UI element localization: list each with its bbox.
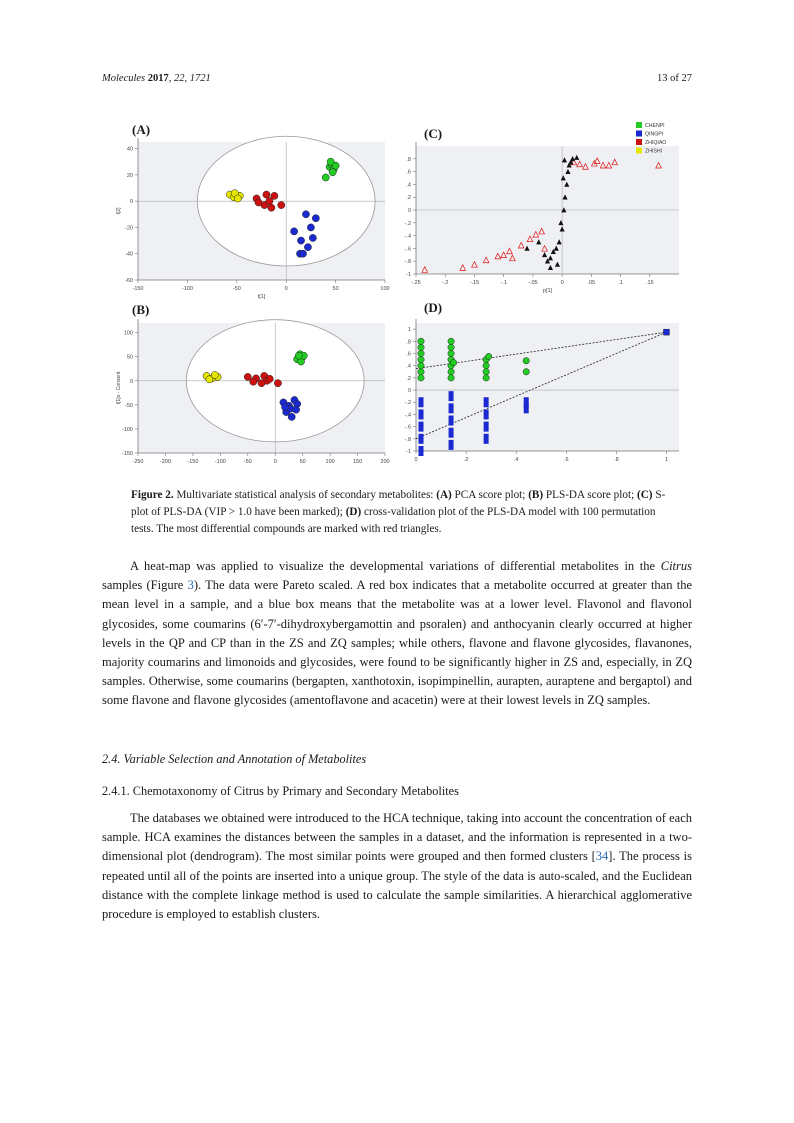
panel-label-a: (A)	[132, 122, 151, 137]
data-point	[419, 446, 424, 456]
x-tick-label: .05	[587, 280, 596, 286]
data-point	[309, 234, 316, 241]
x-tick-label: 150	[352, 459, 363, 465]
y-tick-label: -60	[125, 278, 133, 284]
data-point	[523, 358, 529, 364]
x-tick-label: 0	[273, 459, 277, 465]
x-tick-label: -.15	[469, 280, 480, 286]
data-point	[288, 413, 295, 420]
legend-swatch	[636, 131, 642, 137]
y-tick-label: 100	[123, 330, 133, 337]
subsection-heading: 2.4.1. Chemotaxonomy of Citrus by Primary and Secondary Metabolites	[102, 784, 459, 798]
data-point	[312, 215, 319, 222]
y-tick-label: .2	[406, 375, 411, 382]
data-point	[419, 434, 424, 444]
section-heading: 2.4. Variable Selection and Annotation of Metabolites	[102, 752, 367, 766]
data-point	[484, 409, 489, 419]
data-point	[448, 338, 454, 344]
x-tick-label: 1	[664, 457, 669, 463]
data-point	[419, 397, 424, 407]
data-point	[418, 350, 424, 356]
data-point	[483, 362, 489, 368]
panel-b-plsda-plot	[116, 319, 390, 465]
y-tick-label: -100	[121, 426, 133, 433]
x-tick-label: -.1	[500, 280, 507, 286]
journal-name: Molecules	[102, 73, 146, 84]
data-point	[449, 428, 454, 438]
data-point	[299, 250, 306, 257]
x-tick-label: -50	[243, 459, 252, 465]
data-point	[255, 199, 262, 206]
data-point	[484, 434, 489, 444]
y-tick-label: -.4	[404, 412, 411, 419]
y-tick-label: .6	[406, 351, 411, 358]
y-tick-label: 1	[407, 327, 411, 334]
data-point	[211, 371, 218, 378]
x-tick-label: -100	[181, 286, 193, 292]
data-point	[448, 344, 454, 350]
data-point	[448, 350, 454, 356]
x-tick-label: -.25	[411, 280, 421, 286]
panel-a-pca-plot	[116, 136, 390, 300]
y-tick-label: .6	[406, 169, 411, 176]
data-point	[450, 359, 456, 365]
caption-lead: Figure 2.	[131, 489, 174, 501]
x-axis-label: p[1]	[542, 288, 553, 294]
data-point	[278, 201, 285, 208]
data-point	[250, 378, 257, 385]
data-point	[322, 174, 329, 181]
figure-caption: Figure 2. Multivariate statistical analysis of secondary metabolites: (A) PCA score plot; (B) PLS-DA score plot; (C) S-plot of PLS-DA (VIP > 1.0 have been marked); (D) cross-validation plot of the PLS-DA model with 100 permutation tests. The most differential compounds are marked with red triangles.	[131, 489, 666, 535]
y-tick-label: -.2	[404, 220, 411, 227]
x-tick-label: 0	[560, 280, 564, 286]
y-tick-label: -150	[121, 451, 133, 457]
x-tick-label: .2	[463, 457, 469, 463]
x-tick-label: 100	[325, 459, 335, 465]
x-tick-label: -.05	[528, 280, 538, 286]
data-point	[304, 244, 311, 251]
data-point	[274, 380, 281, 387]
data-point	[449, 391, 454, 401]
data-point	[327, 158, 334, 165]
panel-label-d: (D)	[424, 300, 443, 315]
y-axis-label: t[2]	[116, 207, 122, 215]
data-point	[266, 375, 273, 382]
data-point	[418, 338, 424, 344]
data-point	[524, 403, 529, 413]
x-tick-label: 200	[380, 459, 390, 465]
data-point	[268, 204, 275, 211]
y-axis-label: t[1]o - Consent	[116, 371, 122, 405]
y-tick-label: .8	[406, 156, 411, 163]
y-tick-label: 20	[126, 172, 133, 179]
legend-swatch	[636, 139, 642, 145]
y-tick-label: -1	[406, 272, 411, 278]
paragraph-heatmap: A heat-map was applied to visualize the developmental variations of differential metabolites in the Citrus samples (Figure 3). The data were Pareto scaled. A red box indicates that a metabolite occurred at greater than the mean level in a sample, and a blue box means that the metabolite was at a lower level. Flavonol and flavonol glycosides, some coumarins (6′-7′-dihydroxybergamottin and psoralen) and anthocyanin clearly occurred at higher levels in the QP and CP than in the ZS and ZQ samples; while others, flavone and flavone glycosides, flavanones, majority coumarins and limonoids and glycosides, were found to be significantly higher in ZS and, especially, in ZQ samples. Otherwise, some coumarins (bergapten, xanthotoxin, isopimpinellin, aurapten, auraptene and bergaptol) and some flavone and flavone glycosides (amentoflavone and acacetin) were at their lowest levels in ZQ samples.	[102, 559, 693, 708]
x-tick-label: -150	[132, 286, 144, 292]
y-tick-label: .2	[406, 195, 411, 202]
data-point	[484, 397, 489, 407]
x-tick-label: 50	[299, 459, 306, 465]
x-axis-label: t[1]	[257, 294, 266, 300]
data-point	[523, 369, 529, 375]
panel-c-s-plot	[405, 142, 679, 294]
y-tick-label: 0	[407, 388, 411, 395]
x-tick-label: -150	[187, 459, 199, 465]
data-point	[263, 191, 270, 198]
x-tick-label: .1	[618, 280, 623, 286]
y-tick-label: .8	[406, 339, 411, 346]
legend-label: QINGPI	[645, 131, 664, 138]
journal-year: 2017	[147, 73, 169, 84]
volume-issue: , 22, 1721	[168, 73, 211, 84]
data-point	[234, 195, 241, 202]
x-tick-label: 0	[284, 286, 288, 292]
data-point	[449, 416, 454, 426]
y-tick-label: -.6	[404, 424, 411, 431]
y-tick-label: -20	[125, 225, 133, 232]
x-tick-label: 100	[380, 286, 390, 292]
figure-2	[0, 0, 794, 480]
y-tick-label: 40	[126, 146, 133, 153]
y-tick-label: 0	[129, 199, 133, 206]
legend-label: ZHISHI	[645, 148, 663, 155]
x-tick-label: .8	[614, 457, 619, 463]
data-point	[449, 440, 454, 450]
data-point	[258, 380, 265, 387]
data-point	[448, 375, 454, 381]
data-point	[418, 362, 424, 368]
reference-link[interactable]: 34	[595, 849, 609, 864]
x-tick-label: 50	[332, 286, 339, 292]
x-tick-label: -50	[232, 286, 241, 292]
page-number: 13 of 27	[657, 73, 692, 84]
data-point	[282, 404, 289, 411]
data-point	[418, 344, 424, 350]
y-tick-label: 0	[407, 208, 411, 214]
x-tick-label: .4	[513, 457, 519, 463]
data-point	[663, 329, 669, 335]
y-tick-label: -.6	[404, 246, 411, 253]
data-point	[484, 422, 489, 432]
y-tick-label: -50	[125, 402, 133, 409]
data-point	[329, 169, 336, 176]
data-point	[483, 375, 489, 381]
panel-label-c: (C)	[424, 126, 443, 141]
data-point	[448, 369, 454, 375]
data-point	[483, 369, 489, 375]
data-point	[418, 356, 424, 362]
y-tick-label: -.2	[404, 400, 411, 407]
legend-swatch	[636, 148, 642, 154]
legend-label: CHENPI	[645, 123, 665, 130]
figure-legend	[636, 122, 666, 155]
x-tick-label: .6	[563, 457, 569, 463]
figure-link[interactable]: 3	[187, 578, 194, 593]
x-tick-label: -200	[159, 459, 171, 465]
y-tick-label: -.8	[404, 259, 411, 266]
legend-swatch	[636, 122, 642, 128]
y-tick-label: .4	[406, 182, 411, 189]
panel-d-permutation-plot	[405, 319, 679, 463]
data-point	[266, 198, 273, 205]
data-point	[449, 403, 454, 413]
panel-label-b: (B)	[132, 302, 150, 317]
y-tick-label: 0	[129, 378, 133, 385]
data-point	[302, 211, 309, 218]
x-tick-label: -100	[214, 459, 226, 465]
data-point	[295, 352, 302, 359]
data-point	[292, 406, 299, 413]
data-point	[419, 409, 424, 419]
plot-area	[416, 323, 679, 451]
y-tick-label: -1	[406, 449, 411, 455]
data-point	[291, 228, 298, 235]
data-point	[485, 353, 491, 359]
y-tick-label: 50	[126, 354, 133, 361]
x-tick-label: -.2	[442, 280, 449, 286]
data-point	[307, 224, 314, 231]
x-tick-label: -250	[132, 459, 144, 465]
paragraph-hca: The databases we obtained were introduced to the HCA technique, taking into account the concentration of each sample. HCA examines the distances between the samples in a dataset, and the information is represented in a two-dimensional plot (dendrogram). The most similar points were grouped and then formed clusters [34]. The process is repeated until all of the points are inserted into a unique group. The style of the data is auto-scaled, and the Euclidean distance with the complete linkage method is used to calculate the sample similarities. A hierarchical agglomerative procedure is employed to establish clusters.	[102, 811, 692, 922]
data-point	[418, 375, 424, 381]
data-point	[419, 422, 424, 432]
legend-label: ZHIQIAO	[645, 140, 667, 147]
y-tick-label: -40	[125, 251, 133, 258]
x-tick-label: 0	[414, 457, 418, 463]
y-tick-label: .4	[406, 363, 411, 370]
x-tick-label: .15	[645, 280, 654, 286]
data-point	[418, 369, 424, 375]
y-tick-label: -.8	[404, 436, 411, 443]
y-tick-label: -.4	[404, 233, 411, 240]
data-point	[297, 237, 304, 244]
